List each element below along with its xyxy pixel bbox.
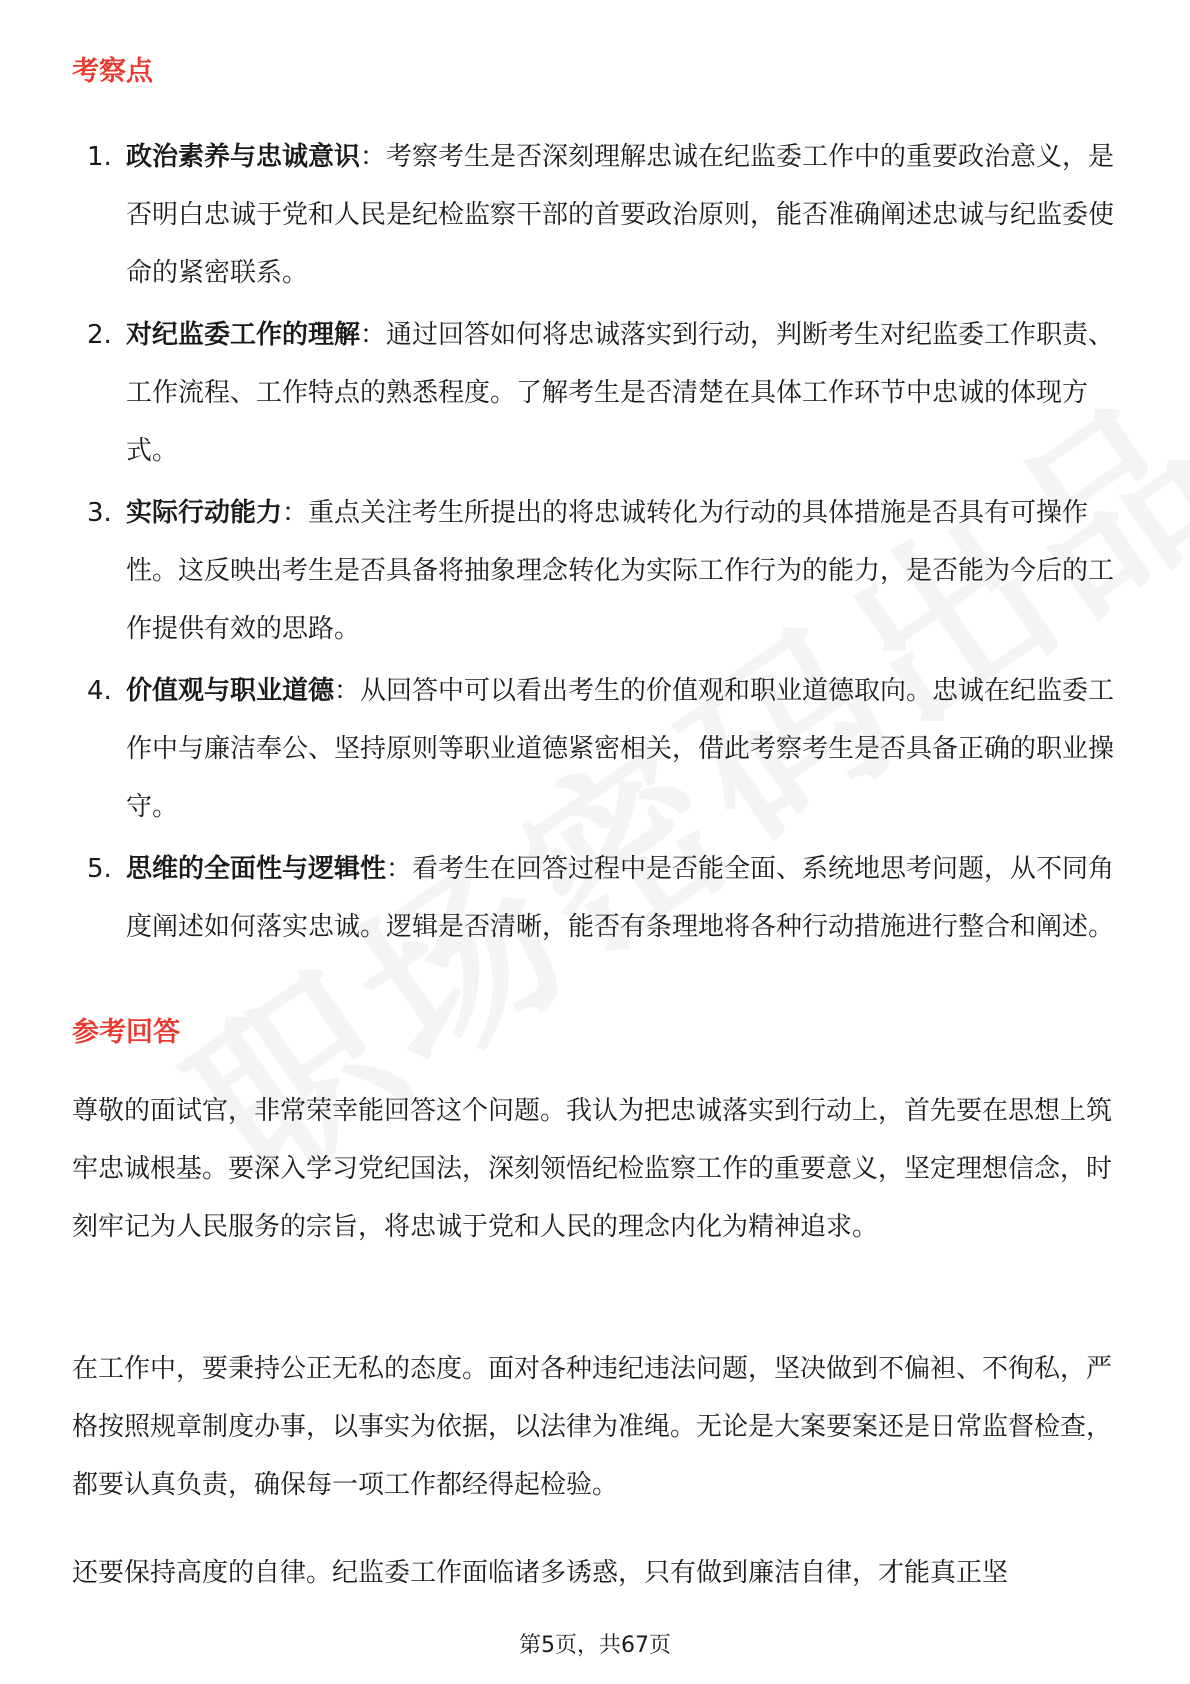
list-item-separator: ： (334, 676, 361, 706)
list-item-separator: ： (386, 854, 413, 884)
list-item (72, 306, 1117, 480)
list-item-term: 对纪监委工作的理解 (126, 320, 361, 350)
list-item-text: 从回答中可以看出考生的价值观和职业道德取向。忠诚在纪监委工作中与廉洁奉公、坚持原则等职业道德紧密相关，借此考察考生是否具备正确的职业操守。 (126, 676, 1115, 822)
list-item-number: 2. (87, 320, 112, 350)
list-item-separator: ： (360, 320, 387, 350)
list-item-text: 通过回答如何将忠诚落实到行动，判断考生对纪监委工作职责、工作流程、工作特点的熟悉程度。了解考生是否清楚在具体工作环节中忠诚的体现方式。 (126, 320, 1115, 466)
list-item (72, 840, 1117, 956)
list-item-number: 4. (87, 676, 112, 706)
answer-paragraph: 尊敬的面试官，非常荣幸能回答这个问题。我认为把忠诚落实到行动上，首先要在思想上筑牢忠诚根基。要深入学习党纪国法，深刻领悟纪检监察工作的重要意义，坚定理想信念，时刻牢记为人民服务的宗旨，将忠诚于党和人民的理念内化为精神追求。 (72, 1096, 1113, 1242)
section-title-key-points: 考察点 (72, 56, 153, 87)
list-item-number: 3. (87, 498, 112, 528)
list-item (72, 128, 1117, 302)
key-points-list (72, 128, 1117, 960)
list-item (72, 484, 1117, 658)
list-item-number: 1. (87, 142, 112, 172)
answer-paragraph: 在工作中，要秉持公正无私的态度。面对各种违纪违法问题，坚决做到不偏袒、不徇私，严格按照规章制度办事，以事实为依据，以法律为准绳。无论是大案要案还是日常监督检查，都要认真负责，确保每一项工作都经得起检验。 (72, 1354, 1113, 1500)
page-number-footer: 第5页，共67页 (519, 1633, 671, 1658)
list-item-term: 实际行动能力 (126, 498, 283, 528)
list-item-term: 政治素养与忠诚意识 (126, 142, 361, 172)
list-item-text: 看考生在回答过程中是否能全面、系统地思考问题，从不同角度阐述如何落实忠诚。逻辑是否清晰，能否有条理地将各种行动措施进行整合和阐述。 (126, 854, 1115, 942)
list-item-number: 5. (87, 854, 112, 884)
list-item-text: 重点关注考生所提出的将忠诚转化为行动的具体措施是否具有可操作性。这反映出考生是否具备将抽象理念转化为实际工作行为的能力，是否能为今后的工作提供有效的思路。 (126, 498, 1115, 644)
list-item-term: 价值观与职业道德 (126, 676, 335, 706)
list-item-text: 考察考生是否深刻理解忠诚在纪监委工作中的重要政治意义，是否明白忠诚于党和人民是纪检监察干部的首要政治原则，能否准确阐述忠诚与纪监委使命的紧密联系。 (126, 142, 1115, 288)
list-item-term: 思维的全面性与逻辑性 (126, 854, 387, 884)
answer-paragraph: 还要保持高度的自律。纪监委工作面临诸多诱惑，只有做到廉洁自律，才能真正坚 (72, 1558, 1009, 1588)
list-item-separator: ： (360, 142, 387, 172)
list-item (72, 662, 1117, 836)
list-item-separator: ： (282, 498, 309, 528)
section-title-reference-answer: 参考回答 (72, 1017, 180, 1048)
